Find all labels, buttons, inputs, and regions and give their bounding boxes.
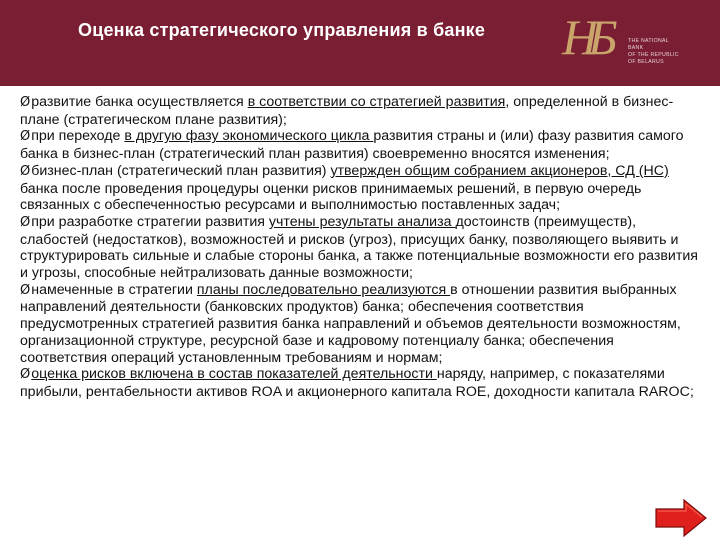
logo-text-line: THE NATIONAL: [628, 38, 669, 44]
arrow-bullet-icon: Ø: [20, 214, 31, 230]
arrow-bullet-icon: Ø: [20, 367, 31, 383]
logo-monogram: НБ: [562, 9, 608, 65]
bullet-text: , определенной в бизнес-плане (стратегическом плане развития);: [20, 94, 674, 128]
bullet-item: [20, 214, 700, 282]
bullet-list: [20, 94, 700, 401]
bullet-text: при переходе: [31, 128, 125, 145]
bullet-item: [20, 128, 700, 162]
logo-text-line: BANK: [628, 45, 644, 51]
logo-text: [628, 38, 679, 66]
bullet-text: достоинств (преимуществ), слабостей (недостатков), возможностей и рисков (угроз), присущих банку, позволяющего выявить и структурировать сильные и слабые стороны банка, а также потенциальные возможности его развития и угрозы, способные нейтрализовать данные возможности;: [20, 213, 698, 282]
arrow-bullet-icon: Ø: [20, 282, 31, 298]
bullet-item: [20, 366, 700, 400]
national-bank-logo: [556, 10, 706, 76]
bullet-text: наряду, например, с показателями прибыли, рентабельности активов ROA и акционерного капитала ROE, доходности капитала RAROC;: [20, 366, 694, 400]
bullet-item: [20, 163, 700, 214]
bullet-text: банка после проведения процедуры оценки рисков принимаемых решений, в первую очередь связанных с обеспеченностью ресурсами и выполнимостью поставленных задач;: [20, 180, 642, 214]
bullet-item: [20, 282, 700, 367]
right-arrow-icon: [654, 498, 708, 538]
bullet-underlined-text: планы последовательно реализуются: [196, 281, 451, 298]
bullet-underlined-text: утвержден общим собранием акционеров, СД (НС): [330, 162, 669, 179]
slide-header: [0, 0, 720, 86]
bullet-text: развитие банка осуществляется: [31, 94, 248, 110]
bullet-underlined-text: оценка рисков включена в состав показателей деятельности: [31, 366, 437, 383]
bullet-text: намеченные в стратегии: [31, 281, 197, 298]
bullet-underlined-text: в соответствии со стратегией развития: [247, 94, 506, 110]
logo-text-line: OF THE REPUBLIC: [628, 52, 679, 58]
bullet-underlined-text: учтены результаты анализа: [268, 213, 456, 230]
arrow-bullet-icon: Ø: [20, 163, 31, 179]
arrow-bullet-icon: Ø: [20, 95, 31, 110]
bullet-text: при разработке стратегии развития: [31, 213, 269, 230]
bullet-text: бизнес-план (стратегический план развития): [31, 162, 331, 179]
bullet-underlined-text: в другую фазу экономического цикла: [124, 128, 374, 145]
bullet-item: [20, 94, 700, 128]
bullet-text: развития страны и (или) фазу развития самого банка в бизнес-план (стратегический план развития) своевременно вносятся изменения;: [20, 128, 684, 163]
arrow-bullet-icon: Ø: [20, 129, 31, 145]
logo-text-line: OF BELARUS: [628, 59, 664, 65]
next-slide-button[interactable]: [654, 498, 708, 538]
bullet-text: в отношении развития выбранных направлений деятельности (банковских продуктов) банка; обеспечения соответствия предусмотренных стратегией развития банка направлений и объемов деятельности возможностям, организационной структуре, ресурсной базе и кадровому потенциалу банка; обеспечения соответствия операций установленным требованиям и нормам;: [20, 281, 681, 366]
slide-title: Оценка стратегического управления в банке: [78, 20, 486, 40]
